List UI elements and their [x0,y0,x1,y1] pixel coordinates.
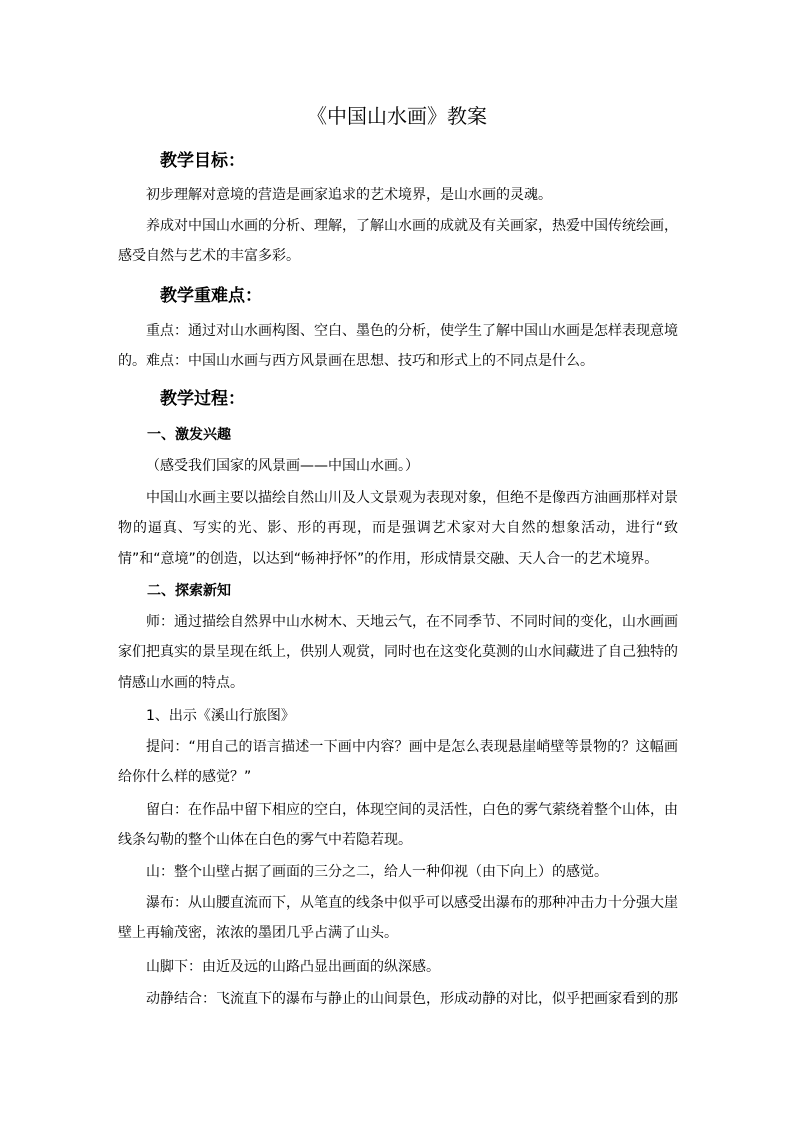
motion-paragraph: 动静结合：飞流直下的瀑布与静止的山间景色，形成动静的对比，似乎把画家看到的那 [146,991,678,1007]
part1-paragraph: 中国山水画主要以描绘自然山川及人文景观为表现对象，但绝不是像西方油画那样对景物的逼真、写实的光、影、形的再现，而是强调艺术家对大自然的想象活动，进行“致情”和“意境”的创造，以达到“畅神抒怀”的作用，形成情景交融、天人合一的艺术境界。 [118,490,678,567]
question-paragraph: 提问：“用自己的语言描述一下画中内容？画中是怎么表现悬崖峭壁等景物的？这幅画给你什么样的感觉？” [118,739,678,786]
process-heading: 教学过程： [160,389,245,409]
objectives-paragraph-2: 养成对中国山水画的分析、理解，了解山水画的成就及有关画家，热爱中国传统绘画，感受自然与艺术的丰富多彩。 [118,218,678,265]
part2-paragraph: 师：通过描绘自然界中山水树木、天地云气，在不同季节、不同时间的变化，山水画画家们把真实的景呈现在纸上，供别人观赏，同时也在这变化莫测的山水间藏进了自己独特的情感山水画的特点。 [118,614,678,691]
part1-note: （感受我们国家的风景画——中国山水画。） [146,458,419,474]
waterfall-paragraph: 瀑布：从山腰直流而下，从笔直的线条中似乎可以感受出瀑布的那种冲击力十分强大崖壁上再输茂密，浓浓的墨团几乎占满了山头。 [118,895,678,942]
keypoints-paragraph: 重点：通过对山水画构图、空白、墨色的分析，使学生了解中国山水画是怎样表现意境的。难点：中国山水画与西方风景画在思想、技巧和形式上的不同点是什么。 [118,323,678,370]
foot-paragraph: 山脚下：由近及远的山路凸显出画面的纵深感。 [146,959,440,975]
objectives-heading: 教学目标： [160,151,245,171]
blank-paragraph: 留白：在作品中留下相应的空白，体现空间的灵活性，白色的雾气萦绕着整个山体，由线条勾勒的整个山体在白色的雾气中若隐若现。 [118,802,678,849]
item1-line: 1、出示《溪山行旅图》 [146,708,295,724]
mountain-paragraph: 山：整个山壁占据了画面的三分之二，给人一种仰视（由下向上）的感觉。 [146,864,608,880]
keypoints-heading: 教学重难点： [160,286,262,306]
part2-heading: 二、探索新知 [147,583,231,599]
part1-heading: 一、激发兴趣 [147,427,231,443]
objectives-paragraph-1: 初步理解对意境的营造是画家追求的艺术境界，是山水画的灵魂。 [146,187,552,203]
document-title: 《中国山水画》教案 [307,104,487,128]
